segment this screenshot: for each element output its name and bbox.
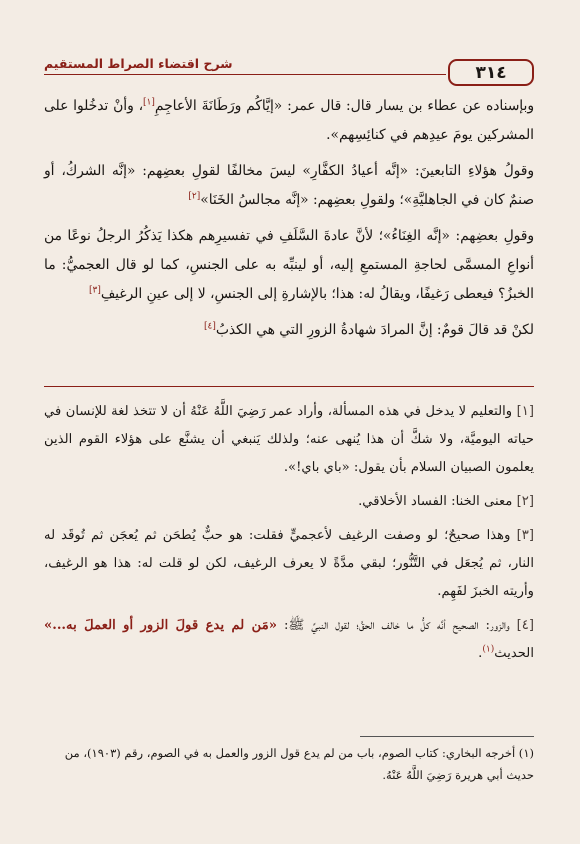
note-text: معنى الخنا: الفساد الأخلاقي. xyxy=(358,494,513,509)
note-ref-3: [٣] xyxy=(88,285,101,296)
note-number: [٢] xyxy=(516,494,534,509)
main-paragraph-2 xyxy=(44,157,534,215)
note-ref-2: [٢] xyxy=(188,191,201,202)
note-tail: الحديث xyxy=(494,646,534,661)
running-header-title: شرح اقتضاء الصراط المستقيم xyxy=(44,56,233,71)
note-item xyxy=(44,522,534,606)
page-number: ٣١٤ xyxy=(475,62,507,83)
note-item xyxy=(44,398,534,482)
note-number: [٣] xyxy=(516,528,534,543)
paragraph-text: وبإسناده عن عطاء بن يسار قال: قال عمر: «إيَّاكُم ورَطَانَةَ الأعاجِمِ xyxy=(154,98,535,114)
main-paragraph-3 xyxy=(44,222,534,309)
paragraph-text: وقولِ بعضِهم: «إنَّه الغِنَاءُ»؛ لأنَّ عادةَ السَّلَفِ في تفسيرِهم هكذا يَذكُرُ الرجلُ نوعًا من أنواعِ المسمَّى لحاجةِ المستمعِ إليه، أو لينبِّه به على الجنسِ، كما لو قال العجميُّ: ما الخبزُ؟ فيعطى رَغيفًا، ويقالُ له: هذا؛ بالإشارةِ إلى الجنسِ، لا إلى عينِ الرغيفِ xyxy=(44,228,534,302)
note-text: والتعليم لا يدخل في هذه المسألة، وأراد عمر رَضِيَ اللَّهُ عَنْهُ أن لا تتخذ لغة للإنسان في حياته اليوميَّة، ولا شكَّ أن هذا يُنهى عنه؛ ولذلك يَنبغي أن يشنَّع على هؤلاء القوم الذين يعلمون الصبيان السلام بأن يقول: «باي باي!». xyxy=(44,404,534,475)
footnote-ref: (١) xyxy=(482,644,495,655)
main-paragraph-4 xyxy=(44,316,534,345)
note-number: [١] xyxy=(516,404,534,419)
notes-separator xyxy=(44,386,534,387)
hadith-quote: «مَن لم يدع قولَ الزور أو العملَ به...» xyxy=(44,618,277,633)
footnote: (١) أخرجه البخاري: كتاب الصوم، باب من لم يدع قول الزور والعمل به في الصوم، رقم (١٩٠٣)، من حديث أبي هريرة رَضِيَ اللَّهُ عَنْهُ. xyxy=(64,746,534,782)
commentary-notes xyxy=(44,398,534,674)
note-item xyxy=(44,488,534,516)
main-paragraph-1 xyxy=(44,92,534,150)
main-text xyxy=(44,92,534,352)
paragraph-text: لكنْ قد قالَ قومٌ: إنَّ المرادَ شهادةُ الزورِ التي هي الكذبُ xyxy=(215,322,534,338)
page-number-box xyxy=(448,59,534,86)
note-number: [٤] xyxy=(516,618,534,633)
note-item xyxy=(44,612,534,668)
note-end: . xyxy=(478,646,483,661)
paragraph-text: ، وأنْ تدخُلوا على المشركين يومَ عيدِهم في كنائِسِهم». xyxy=(44,98,534,143)
note-ref-1: [١] xyxy=(143,97,155,108)
note-ref-4: [٤] xyxy=(203,321,216,332)
note-text: والزور: الصحيح أنَّه كلُّ ما خالف الحقَّ؛ لقول النبيِّ ﷺ: xyxy=(277,618,510,633)
header-rule xyxy=(44,74,446,75)
footnote-rule xyxy=(360,736,534,737)
paragraph-text: وقولُ هؤلاءِ التابعينَ: «إنَّه أعيادُ الكفَّارِ» ليسَ مخالفًا لقولِ بعضِهم: «إنَّه الشركُ، أو صنمٌ كان في الجاهليَّةِ»؛ ولقولِ بعضِهم: «إنَّه مجالسُ الخَنَا» xyxy=(44,163,534,208)
note-text: وهذا صحيحٌ؛ لو وصفت الرغيف لأعجميٍّ فقلت: هو حبٌّ يُطحَن ثم يُعجَن ثم تُوقَد له النار، ثم يُجعَل في التَّنُّور؛ لبقي مدَّةً لا يعرف الرغيف، لكن لو قلت له: هذا هو الرغيف، وأريته الخبزَ لفَهِم. xyxy=(44,528,534,599)
